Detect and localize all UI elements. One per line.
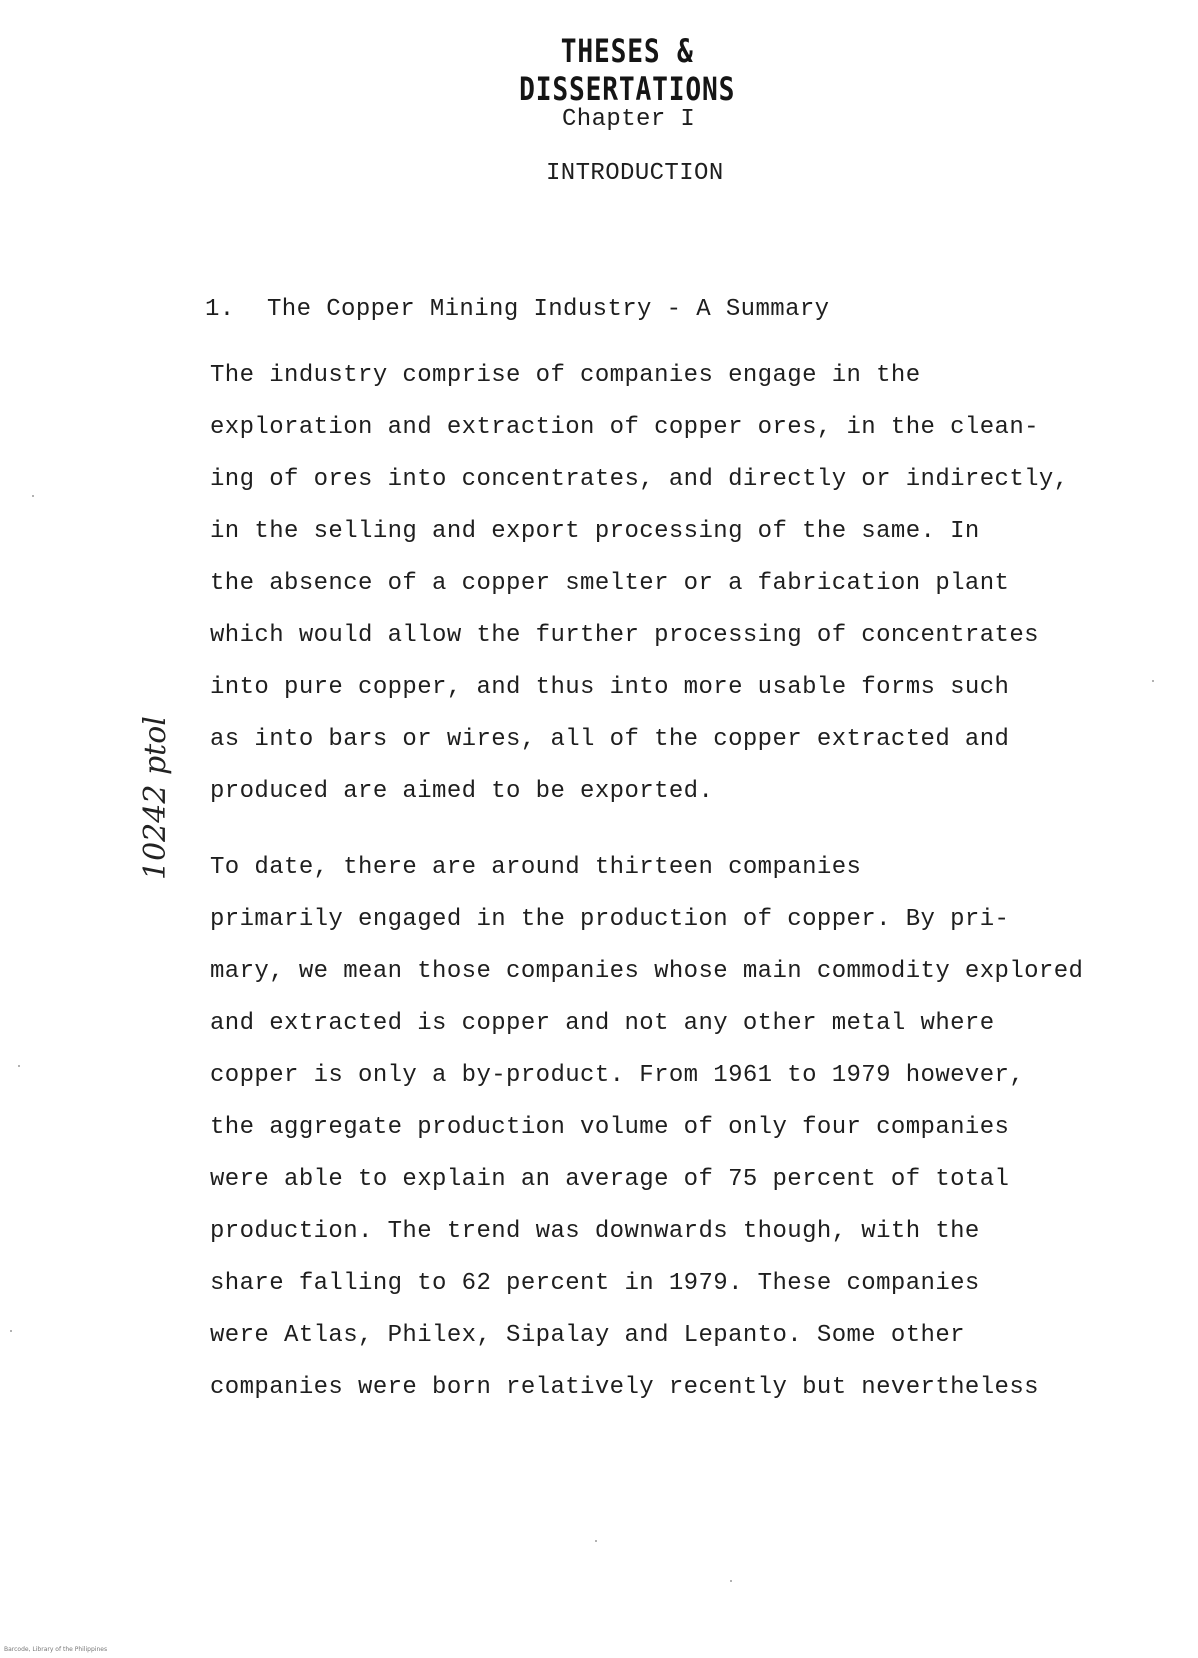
- paragraph-line: were able to explain an average of 75 percent of total: [210, 1166, 1010, 1193]
- paragraph-line: production. The trend was downwards though, with the: [210, 1218, 980, 1245]
- paragraph-line: To date, there are around thirteen companies: [210, 854, 862, 881]
- paragraph-line: primarily engaged in the production of copper. By pri-: [210, 906, 1010, 933]
- scan-speck: [1152, 680, 1154, 682]
- paragraph-line: the aggregate production volume of only four companies: [210, 1114, 1010, 1141]
- scan-speck: [18, 1065, 20, 1067]
- handwritten-margin-note: 10242 ptol: [138, 716, 173, 880]
- theses-dissertations-stamp: THESES & DISSERTATIONS: [519, 32, 736, 108]
- scan-footer: Barcode, Library of the Philippines: [4, 1646, 108, 1653]
- scan-speck: [595, 1540, 597, 1542]
- paragraph-line: mary, we mean those companies whose main commodity explored: [210, 958, 1084, 985]
- paragraph-line: copper is only a by-product. From 1961 to 1979 however,: [210, 1062, 1025, 1089]
- scan-speck: [32, 495, 34, 497]
- paragraph-line: were Atlas, Philex, Sipalay and Lepanto. Some other: [210, 1322, 965, 1349]
- section-title: The Copper Mining Industry - A Summary: [267, 296, 830, 323]
- paragraph-line: exploration and extraction of copper ores, in the clean-: [210, 414, 1039, 441]
- paragraph-line: produced are aimed to be exported.: [210, 778, 714, 805]
- scan-speck: [10, 1330, 12, 1332]
- paragraph-line: which would allow the further processing of concentrates: [210, 622, 1039, 649]
- section-number: 1.: [205, 296, 235, 323]
- paragraph-line: companies were born relatively recently but nevertheless: [210, 1374, 1039, 1401]
- paragraph-line: the absence of a copper smelter or a fabrication plant: [210, 570, 1010, 597]
- paragraph-line: The industry comprise of companies engage in the: [210, 362, 921, 389]
- chapter-title: INTRODUCTION: [546, 160, 724, 187]
- paragraph-line: ing of ores into concentrates, and directly or indirectly,: [210, 466, 1069, 493]
- chapter-number: Chapter I: [562, 106, 696, 133]
- paragraph-line: in the selling and export processing of the same. In: [210, 518, 980, 545]
- paragraph-line: and extracted is copper and not any other metal where: [210, 1010, 995, 1037]
- paragraph-line: as into bars or wires, all of the copper extracted and: [210, 726, 1010, 753]
- scan-speck: [730, 1580, 732, 1582]
- paragraph-line: share falling to 62 percent in 1979. These companies: [210, 1270, 980, 1297]
- paragraph-line: into pure copper, and thus into more usable forms such: [210, 674, 1010, 701]
- section-heading: [205, 296, 830, 323]
